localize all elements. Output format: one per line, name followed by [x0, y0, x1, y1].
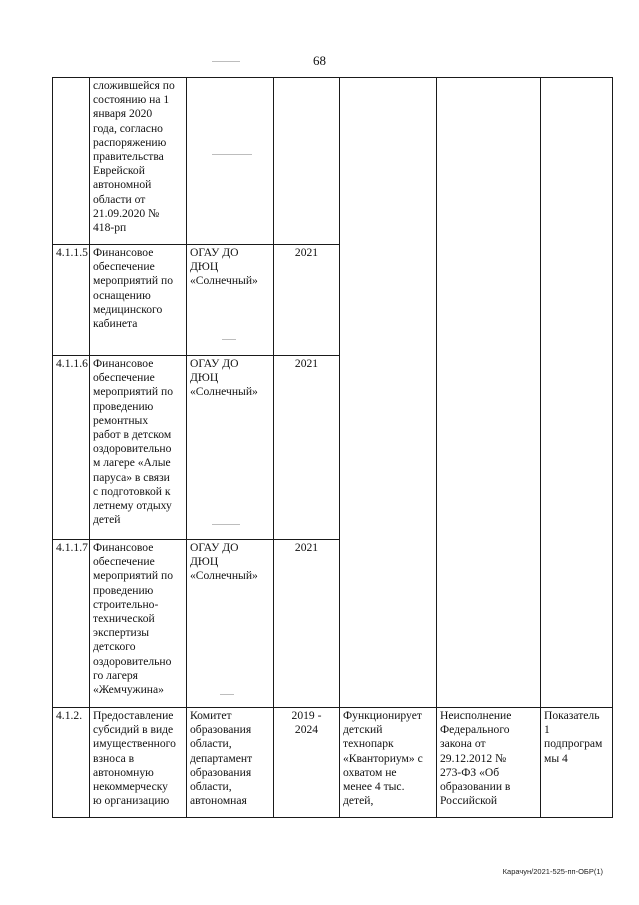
- executor: ОГАУ ДО ДЮЦ «Солнечный»: [187, 245, 274, 356]
- non-implementation-consequence: Неисполнение Федерального закона от 29.12.2012 № 273-ФЗ «Об образовании в Российской: [437, 708, 541, 818]
- row-number: 4.1.1.5: [53, 245, 90, 356]
- measure-name: сложившейся по состоянию на 1 января 2020 года, согласно распоряжению правительства Еврейской автономной области от 21.09.2020 № 418-рп: [90, 78, 187, 245]
- executor: ОГАУ ДО ДЮЦ «Солнечный»: [187, 540, 274, 708]
- expected-result: Функционирует детский технопарк «Кванториум» с охватом не менее 4 тыс. детей,: [340, 708, 437, 818]
- row-number: 4.1.2.: [53, 708, 90, 818]
- measure-name: Финансовое обеспечение мероприятий по оснащению медицинского кабинета: [90, 245, 187, 356]
- table-row: [53, 78, 613, 245]
- period: 2021: [274, 356, 340, 540]
- executor: [187, 78, 274, 245]
- period: 2021: [274, 245, 340, 356]
- scan-artifact: [212, 61, 240, 62]
- merged-result-cell: [340, 78, 437, 708]
- period: [274, 78, 340, 245]
- merged-consequence-cell: [437, 78, 541, 708]
- executor: ОГАУ ДО ДЮЦ «Солнечный»: [187, 356, 274, 540]
- row-number: 4.1.1.7: [53, 540, 90, 708]
- period: 2021: [274, 540, 340, 708]
- merged-indicator-cell: [541, 78, 613, 708]
- measure-name: Финансовое обеспечение мероприятий по проведению строительно- технической экспертизы детского оздоровительно го лагеря «Жемчужина»: [90, 540, 187, 708]
- document-code: Карачун/2021-525-пп-ОБР(1): [502, 867, 603, 876]
- table-row: [53, 708, 613, 818]
- indicator-link: Показатель 1 подпрограм мы 4: [541, 708, 613, 818]
- program-measures-table: [52, 77, 613, 818]
- executor: Комитет образования области, департамент образования области, автономная: [187, 708, 274, 818]
- measure-name: Финансовое обеспечение мероприятий по проведению ремонтных работ в детском оздоровительно м лагере «Алые паруса» в связи с подготовкой к летнему отдыху детей: [90, 356, 187, 540]
- measure-name: Предоставление субсидий в виде имущественного взноса в автономную некоммерческу ю организацию: [90, 708, 187, 818]
- row-number: [53, 78, 90, 245]
- page-number: 68: [313, 53, 326, 68]
- period: 2019 - 2024: [274, 708, 340, 818]
- row-number: 4.1.1.6: [53, 356, 90, 540]
